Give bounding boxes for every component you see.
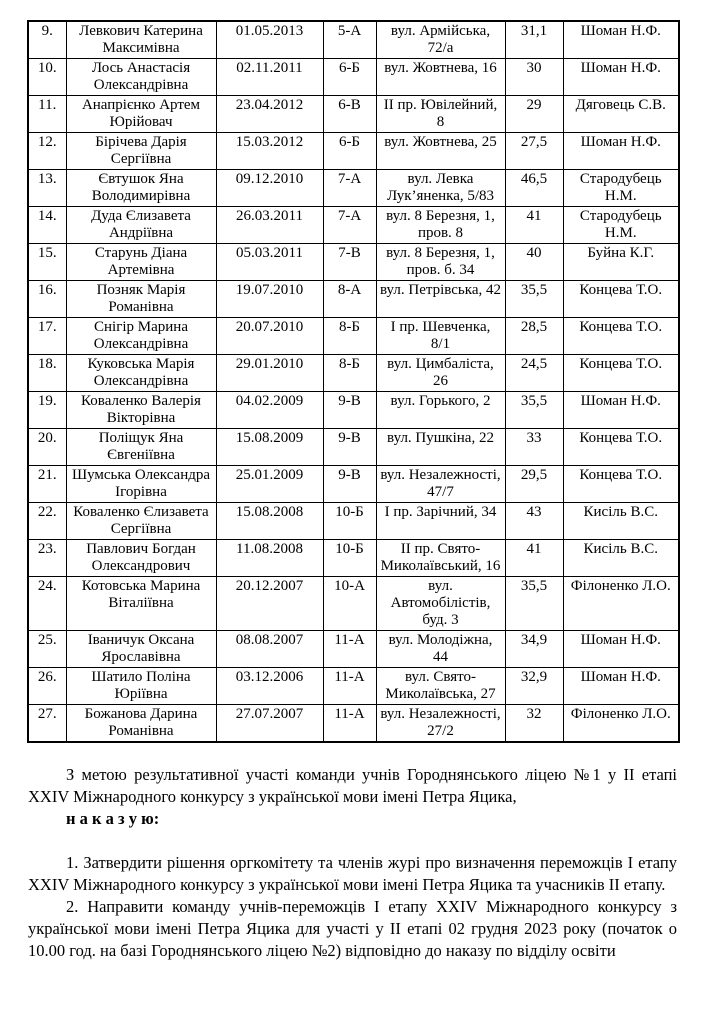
cell-name: Дуда Єлизавета Андріївна [66, 207, 216, 244]
cell-address: ІІ пр. Ювілейний, 8 [376, 96, 505, 133]
cell-num: 9. [28, 21, 66, 59]
cell-address: вул. Незалежності, 27/2 [376, 705, 505, 743]
cell-address: вул. Левка Лук’яненка, 5/83 [376, 170, 505, 207]
cell-teacher: Концева Т.О. [563, 281, 679, 318]
cell-name: Левкович Катерина Максимівна [66, 21, 216, 59]
cell-teacher: Шоман Н.Ф. [563, 668, 679, 705]
cell-class: 8-А [323, 281, 376, 318]
cell-num: 22. [28, 503, 66, 540]
cell-num: 20. [28, 429, 66, 466]
cell-name: Позняк Марія Романівна [66, 281, 216, 318]
cell-teacher: Концева Т.О. [563, 466, 679, 503]
cell-address: вул. Цимбаліста, 26 [376, 355, 505, 392]
decree-item-1: 1. Затвердити рішення оргкомітету та членів журі про визначення переможців І етапу XXIV Міжнародного конкурсу з української мови імені Петра Яцика та учасників ІІ етапу. [28, 853, 677, 894]
table-row [28, 281, 679, 318]
cell-class: 9-В [323, 429, 376, 466]
cell-birth-date: 26.03.2011 [216, 207, 323, 244]
cell-class: 10-Б [323, 540, 376, 577]
cell-name: Бірічева Дарія Сергіївна [66, 133, 216, 170]
cell-num: 21. [28, 466, 66, 503]
cell-class: 10-А [323, 577, 376, 631]
decree-text-block [28, 764, 677, 962]
cell-teacher: Концева Т.О. [563, 429, 679, 466]
cell-birth-date: 15.08.2009 [216, 429, 323, 466]
cell-address: вул. Горького, 2 [376, 392, 505, 429]
cell-name: Поліщук Яна Євгеніївна [66, 429, 216, 466]
cell-name: Павлович Богдан Олександрович [66, 540, 216, 577]
table-row [28, 170, 679, 207]
cell-num: 19. [28, 392, 66, 429]
cell-name: Шумська Олександра Ігорівна [66, 466, 216, 503]
cell-score: 35,5 [505, 577, 563, 631]
table-row [28, 577, 679, 631]
cell-class: 7-А [323, 170, 376, 207]
table-row [28, 133, 679, 170]
cell-address: вул. Молодіжна, 44 [376, 631, 505, 668]
cell-class: 8-Б [323, 318, 376, 355]
cell-class: 8-Б [323, 355, 376, 392]
cell-address: вул. Жовтнева, 25 [376, 133, 505, 170]
cell-score: 27,5 [505, 133, 563, 170]
table-row [28, 392, 679, 429]
cell-score: 24,5 [505, 355, 563, 392]
cell-num: 27. [28, 705, 66, 743]
decree-word: н а к а з у ю: [66, 809, 160, 828]
cell-birth-date: 02.11.2011 [216, 59, 323, 96]
cell-name: Анапрієнко Артем Юрійовач [66, 96, 216, 133]
cell-score: 35,5 [505, 392, 563, 429]
cell-address: вул. Автомобілістів, буд. 3 [376, 577, 505, 631]
cell-address: вул. Незалежності, 47/7 [376, 466, 505, 503]
cell-class: 6-В [323, 96, 376, 133]
cell-name: Лось Анастасія Олександрівна [66, 59, 216, 96]
cell-score: 34,9 [505, 631, 563, 668]
decree-item-2: 2. Направити команду учнів-переможців І етапу XXIV Міжнародного конкурсу з української мови імені Петра Яцика для участі у ІІ етапі 02 грудня 2023 року (початок о 10.00 год. на базі Городнянського ліцею №2) відповідно до наказу по відділу освіти [28, 897, 677, 960]
cell-teacher: Концева Т.О. [563, 318, 679, 355]
cell-num: 18. [28, 355, 66, 392]
table-row [28, 668, 679, 705]
cell-teacher: Шоман Н.Ф. [563, 133, 679, 170]
table-row [28, 318, 679, 355]
table-row [28, 466, 679, 503]
cell-score: 43 [505, 503, 563, 540]
cell-score: 32,9 [505, 668, 563, 705]
cell-class: 6-Б [323, 59, 376, 96]
cell-name: Куковська Марія Олександрівна [66, 355, 216, 392]
cell-num: 10. [28, 59, 66, 96]
cell-address: вул. Пушкіна, 22 [376, 429, 505, 466]
cell-address: ІІ пр. Свято-Миколаївський, 16 [376, 540, 505, 577]
cell-teacher: Філоненко Л.О. [563, 577, 679, 631]
cell-class: 9-В [323, 466, 376, 503]
table-row [28, 207, 679, 244]
cell-birth-date: 20.12.2007 [216, 577, 323, 631]
cell-teacher: Шоман Н.Ф. [563, 631, 679, 668]
cell-name: Євтушок Яна Володимирівна [66, 170, 216, 207]
cell-score: 28,5 [505, 318, 563, 355]
cell-class: 7-В [323, 244, 376, 281]
cell-address: вул. 8 Березня, 1, пров. б. 34 [376, 244, 505, 281]
cell-birth-date: 11.08.2008 [216, 540, 323, 577]
cell-class: 6-Б [323, 133, 376, 170]
cell-teacher: Шоман Н.Ф. [563, 392, 679, 429]
cell-address: вул. Жовтнева, 16 [376, 59, 505, 96]
cell-name: Снігір Марина Олександрівна [66, 318, 216, 355]
cell-address: вул. Свято-Миколаївська, 27 [376, 668, 505, 705]
cell-birth-date: 08.08.2007 [216, 631, 323, 668]
cell-class: 9-В [323, 392, 376, 429]
cell-teacher: Кисіль В.С. [563, 503, 679, 540]
cell-address: вул. Петрівська, 42 [376, 281, 505, 318]
paragraph-spacer [28, 830, 677, 852]
cell-name: Божанова Дарина Романівна [66, 705, 216, 743]
table-row [28, 631, 679, 668]
winners-table-body [28, 21, 679, 742]
cell-teacher: Шоман Н.Ф. [563, 21, 679, 59]
cell-score: 41 [505, 207, 563, 244]
cell-birth-date: 19.07.2010 [216, 281, 323, 318]
cell-score: 46,5 [505, 170, 563, 207]
table-row [28, 429, 679, 466]
cell-teacher: Кисіль В.С. [563, 540, 679, 577]
cell-name: Старунь Діана Артемівна [66, 244, 216, 281]
cell-num: 25. [28, 631, 66, 668]
cell-num: 15. [28, 244, 66, 281]
cell-address: І пр. Зарічний, 34 [376, 503, 505, 540]
winners-table [27, 20, 680, 743]
cell-score: 41 [505, 540, 563, 577]
cell-birth-date: 23.04.2012 [216, 96, 323, 133]
cell-num: 14. [28, 207, 66, 244]
cell-birth-date: 15.08.2008 [216, 503, 323, 540]
cell-score: 29 [505, 96, 563, 133]
cell-teacher: Філоненко Л.О. [563, 705, 679, 743]
cell-num: 16. [28, 281, 66, 318]
cell-birth-date: 09.12.2010 [216, 170, 323, 207]
cell-address: вул. 8 Березня, 1, пров. 8 [376, 207, 505, 244]
cell-score: 29,5 [505, 466, 563, 503]
table-row [28, 540, 679, 577]
cell-name: Коваленко Валерія Вікторівна [66, 392, 216, 429]
cell-name: Коваленко Єлизавета Сергіївна [66, 503, 216, 540]
cell-num: 23. [28, 540, 66, 577]
cell-score: 31,1 [505, 21, 563, 59]
cell-teacher: Стародубець Н.М. [563, 207, 679, 244]
cell-num: 17. [28, 318, 66, 355]
purpose-paragraph: З метою результативної участі команди учнів Городнянського ліцею №1 у ІІ етапі XXIV Міжнародного конкурсу з української мови імені Петра Яцика, [28, 765, 677, 806]
cell-birth-date: 29.01.2010 [216, 355, 323, 392]
cell-birth-date: 20.07.2010 [216, 318, 323, 355]
cell-score: 40 [505, 244, 563, 281]
table-row [28, 355, 679, 392]
cell-teacher: Стародубець Н.М. [563, 170, 679, 207]
cell-birth-date: 03.12.2006 [216, 668, 323, 705]
cell-birth-date: 04.02.2009 [216, 392, 323, 429]
cell-birth-date: 27.07.2007 [216, 705, 323, 743]
cell-num: 11. [28, 96, 66, 133]
cell-teacher: Шоман Н.Ф. [563, 59, 679, 96]
cell-score: 35,5 [505, 281, 563, 318]
cell-num: 13. [28, 170, 66, 207]
cell-score: 30 [505, 59, 563, 96]
table-row [28, 244, 679, 281]
cell-class: 11-А [323, 668, 376, 705]
cell-teacher: Буйна К.Г. [563, 244, 679, 281]
cell-name: Котовська Марина Віталіївна [66, 577, 216, 631]
cell-teacher: Дяговець С.В. [563, 96, 679, 133]
table-row [28, 59, 679, 96]
cell-num: 12. [28, 133, 66, 170]
cell-address: вул. Армійська, 72/а [376, 21, 505, 59]
cell-class: 11-А [323, 705, 376, 743]
cell-birth-date: 01.05.2013 [216, 21, 323, 59]
cell-address: І пр. Шевченка, 8/1 [376, 318, 505, 355]
cell-teacher: Концева Т.О. [563, 355, 679, 392]
table-row [28, 96, 679, 133]
cell-score: 33 [505, 429, 563, 466]
table-row [28, 503, 679, 540]
cell-class: 7-А [323, 207, 376, 244]
cell-name: Іваничук Оксана Ярославівна [66, 631, 216, 668]
cell-class: 10-Б [323, 503, 376, 540]
cell-class: 11-А [323, 631, 376, 668]
cell-num: 24. [28, 577, 66, 631]
cell-score: 32 [505, 705, 563, 743]
cell-num: 26. [28, 668, 66, 705]
cell-birth-date: 05.03.2011 [216, 244, 323, 281]
cell-name: Шатило Поліна Юріївна [66, 668, 216, 705]
cell-birth-date: 15.03.2012 [216, 133, 323, 170]
cell-class: 5-А [323, 21, 376, 59]
table-row [28, 21, 679, 59]
table-row [28, 705, 679, 743]
cell-birth-date: 25.01.2009 [216, 466, 323, 503]
